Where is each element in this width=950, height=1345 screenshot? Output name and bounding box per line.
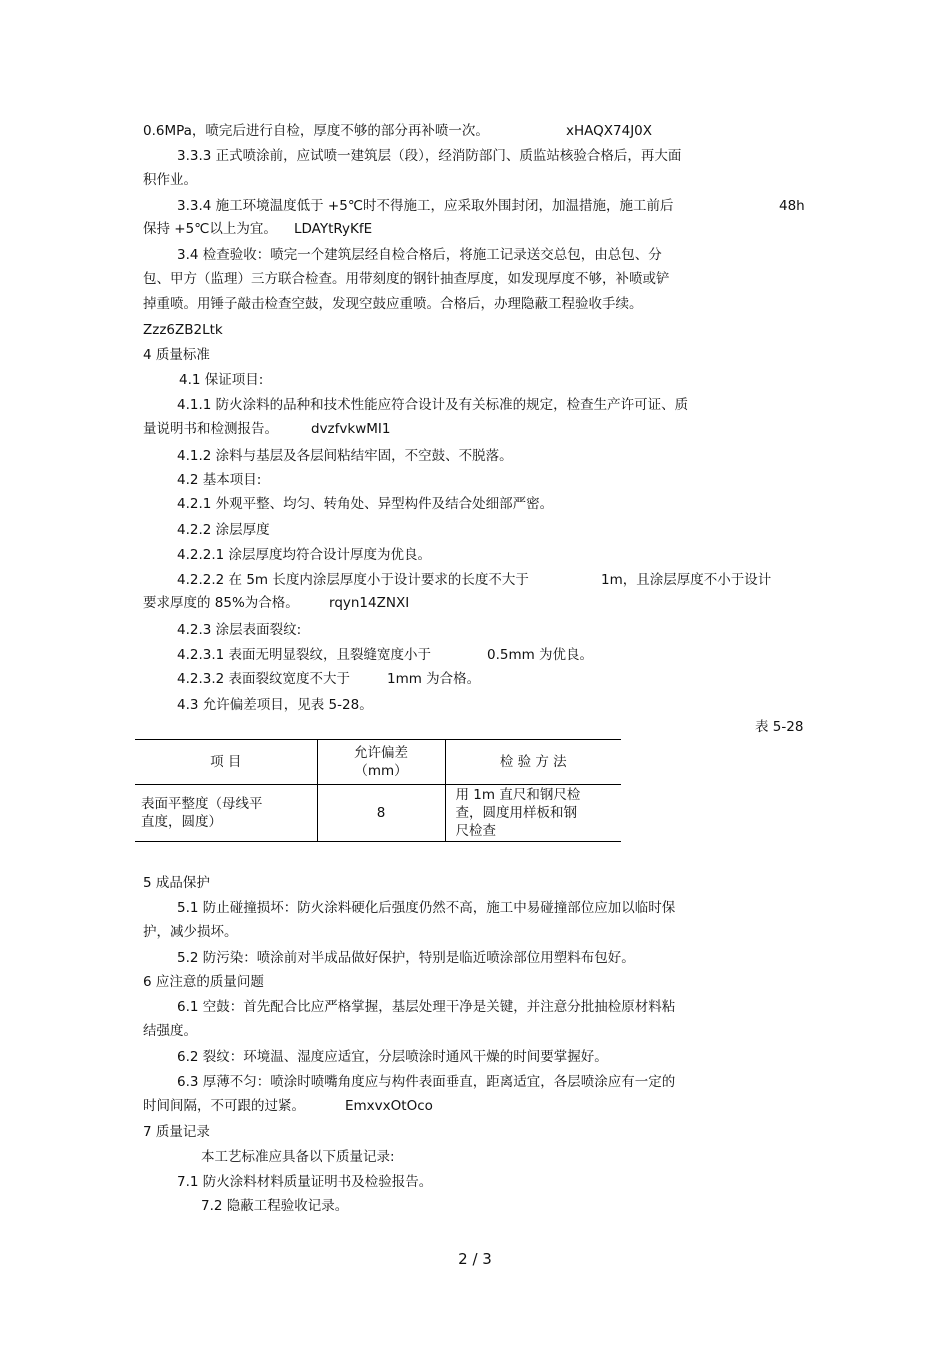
text-line (177, 670, 481, 688)
text-line: 4.2 基本项目: (177, 472, 262, 488)
text-line: 7.2 隐蔽工程验收记录。 (201, 1198, 349, 1214)
text-line (143, 220, 373, 238)
line-text: 0.6MPa，喷完后进行自检，厚度不够的部分再补喷一次。 (143, 123, 489, 139)
line-text: 时间间隔，不可跟的过紧。 (143, 1098, 305, 1114)
text-line: 7.1 防火涂料材料质量证明书及检验报告。 (177, 1174, 433, 1190)
text-line: 4.1.1 防火涂料的品种和技术性能应符合设计及有关标准的规定，检查生产许可证、质 (177, 397, 689, 413)
header-tolerance (317, 740, 445, 785)
line-tail: 1mm 为合格。 (387, 671, 481, 687)
text-line: 包、甲方（监理）三方联合检查。用带刻度的钢针抽查厚度，如发现厚度不够，补喷或铲 (143, 271, 670, 287)
header-tolerance-unit: （mm） (354, 763, 408, 779)
text-line (143, 420, 391, 438)
table-header-row (135, 740, 621, 785)
table-row (135, 785, 621, 842)
line-text: 4.2.2.2 在 5m 长度内涂层厚度小于设计要求的长度不大于 (177, 572, 529, 588)
header-method: 检 验 方 法 (445, 740, 621, 785)
text-line: 4.1.2 涂料与基层及各层间粘结牢固，不空鼓、不脱落。 (177, 448, 513, 464)
page-number: 2 / 3 (458, 1250, 492, 1268)
cell-text: 尺检查 (455, 823, 496, 839)
cell-method (445, 785, 621, 842)
text-line: 6.1 空鼓：首先配合比应严格掌握，基层处理干净是关键，并注意分批抽检原材料粘 (177, 999, 676, 1015)
text-line (177, 197, 807, 215)
cell-text: 用 1m 直尺和钢尺检 (455, 787, 581, 803)
cell-text: 查，圆度用样板和钢 (455, 805, 577, 821)
line-code: EmxvxOtOco (345, 1098, 433, 1114)
text-line: 3.3.3 正式喷涂前，应试喷一建筑层（段），经消防部门、质监站核验合格后，再大面 (177, 148, 682, 164)
text-line (143, 594, 410, 612)
line-text: 要求厚度的 85%为合格。 (143, 595, 299, 611)
text-line: 护，减少损坏。 (143, 924, 238, 940)
section-heading: 5 成品保护 (143, 875, 210, 891)
header-tolerance-line: 允许偏差 (354, 745, 408, 761)
text-line: 6.2 裂纹：环境温、湿度应适宜，分层喷涂时通风干燥的时间要掌握好。 (177, 1049, 608, 1065)
line-code: rqyn14ZNXI (329, 595, 410, 611)
cell-text: 直度，圆度） (141, 814, 222, 830)
text-line: 5.2 防污染：喷涂前对半成品做好保护，特别是临近喷涂部位用塑料布包好。 (177, 950, 635, 966)
line-text: 4.2.3.1 表面无明显裂纹，且裂缝宽度小于 (177, 647, 432, 663)
table-caption: 表 5-28 (755, 719, 804, 735)
text-line: Zzz6ZB2Ltk (143, 322, 223, 338)
text-line: 4.2.3 涂层表面裂纹: (177, 622, 302, 638)
text-line: 6.3 厚薄不匀：喷涂时喷嘴角度应与构件表面垂直，距离适宜，各层喷涂应有一定的 (177, 1074, 676, 1090)
text-line: 4.2.1 外观平整、均匀、转角处、异型构件及结合处细部严密。 (177, 496, 554, 512)
line-tail: 1m，且涂层厚度不小于设计 (601, 572, 772, 588)
text-line: 4.2.2.1 涂层厚度均符合设计厚度为优良。 (177, 547, 432, 563)
text-line (143, 122, 653, 140)
line-code: dvzfvkwMI1 (311, 421, 391, 437)
cell-text: 表面平整度（母线平 (141, 796, 263, 812)
text-line: 本工艺标准应具备以下质量记录: (201, 1149, 395, 1165)
tolerance-table (135, 739, 621, 842)
line-text: 4.2.3.2 表面裂纹宽度不大于 (177, 671, 351, 687)
text-line (177, 571, 772, 589)
text-line: 4.1 保证项目: (179, 372, 264, 388)
text-line: 掉重喷。用锤子敲击检查空鼓，发现空鼓应重喷。合格后，办理隐蔽工程验收手续。 (143, 296, 643, 312)
text-line (177, 646, 594, 664)
text-line: 结强度。 (143, 1023, 197, 1039)
line-tail: 0.5mm 为优良。 (487, 647, 594, 663)
cell-item (135, 785, 317, 842)
line-text: 量说明书和检测报告。 (143, 421, 278, 437)
line-code: xHAQX74J0X (566, 123, 653, 139)
cell-value: 8 (317, 785, 445, 842)
line-code: LDAYtRyKfE (294, 221, 373, 237)
text-line: 4.3 允许偏差项目，见表 5-28。 (177, 697, 373, 713)
line-tail: 48h (779, 198, 805, 214)
section-heading: 7 质量记录 (143, 1124, 210, 1140)
text-line: 积作业。 (143, 172, 197, 188)
line-text: 保持 +5℃以上为宜。 (143, 221, 277, 237)
section-heading: 6 应注意的质量问题 (143, 974, 264, 990)
text-line: 4.2.2 涂层厚度 (177, 522, 270, 538)
line-text: 3.3.4 施工环境温度低于 +5℃时不得施工，应采取外围封闭，加温措施，施工前后 (177, 198, 674, 214)
text-line (143, 1097, 433, 1115)
text-line: 5.1 防止碰撞损坏：防火涂料硬化后强度仍然不高，施工中易碰撞部位应加以临时保 (177, 900, 676, 916)
header-item: 项 目 (135, 740, 317, 785)
text-line: 3.4 检查验收：喷完一个建筑层经自检合格后，将施工记录送交总包，由总包、分 (177, 247, 662, 263)
section-heading: 4 质量标准 (143, 347, 210, 363)
